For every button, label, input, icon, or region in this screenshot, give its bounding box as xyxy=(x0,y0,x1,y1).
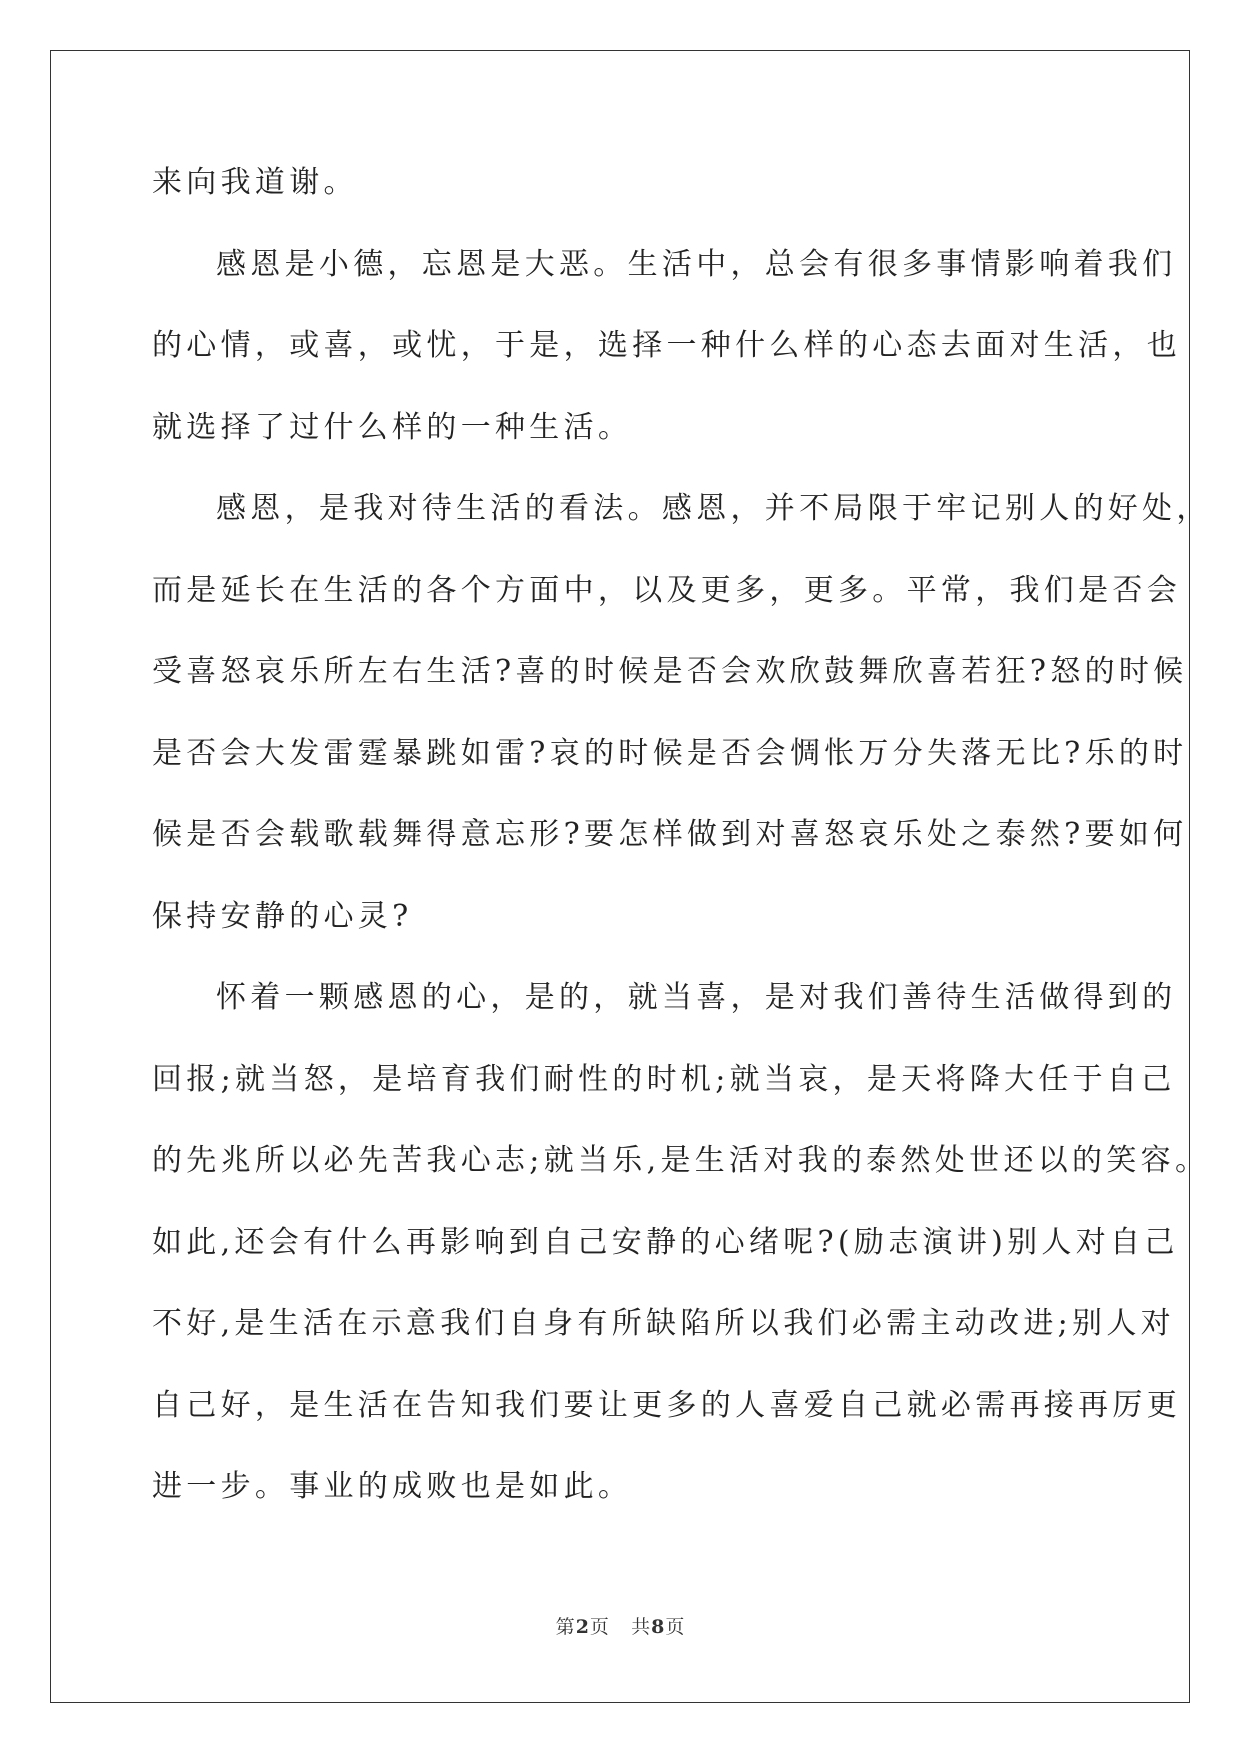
text-line-17: 进一步。事业的成败也是如此。 xyxy=(152,1469,633,1504)
total-pages-number: 8 xyxy=(651,1616,666,1638)
text-line-14: 如此,还会有什么再影响到自己安静的心绪呢?(励志演讲)别人对自己 xyxy=(152,1224,1179,1260)
text-line-4: 就选择了过什么样的一种生活。 xyxy=(152,409,633,445)
text-line-2: 感恩是小德，忘恩是大恶。生活中，总会有很多事情影响着我们 xyxy=(216,246,1177,282)
footer-total-prefix: 共 xyxy=(631,1616,652,1638)
page-footer xyxy=(0,1612,1241,1639)
text-line-10: 保持安静的心灵? xyxy=(152,898,413,934)
current-page-number: 2 xyxy=(575,1616,590,1638)
text-line-1: 来向我道谢。 xyxy=(152,165,358,200)
text-line-12: 回报;就当怒，是培育我们耐性的时机;就当哀，是天将降大任于自己 xyxy=(152,1061,1176,1097)
document-body xyxy=(152,158,1211,1544)
text-line-11: 怀着一颗感恩的心，是的，就当喜，是对我们善待生活做得到的 xyxy=(216,980,1177,1015)
text-line-7: 受喜怒哀乐所左右生活?喜的时候是否会欢欣鼓舞欣喜若狂?怒的时候 xyxy=(152,654,1188,689)
text-line-16: 自己好，是生活在告知我们要让更多的人喜爱自己就必需再接再厉更 xyxy=(152,1387,1181,1423)
footer-page-unit: 页 xyxy=(589,1616,610,1638)
text-line-8: 是否会大发雷霆暴跳如雷?哀的时候是否会惆怅万分失落无比?乐的时 xyxy=(152,735,1188,771)
text-line-15: 不好,是生活在示意我们自身有所缺陷所以我们必需主动改进;别人对 xyxy=(152,1306,1175,1341)
footer-total-unit: 页 xyxy=(665,1616,686,1638)
footer-prefix: 第 xyxy=(555,1616,576,1638)
text-line-6: 而是延长在生活的各个方面中，以及更多，更多。平常，我们是否会 xyxy=(152,572,1181,608)
text-line-9: 候是否会载歌载舞得意忘形?要怎样做到对喜怒哀乐处之泰然?要如何 xyxy=(152,817,1188,852)
text-line-5: 感恩，是我对待生活的看法。感恩，并不局限于牢记别人的好处， xyxy=(216,491,1211,526)
text-line-3: 的心情，或喜，或忧，于是，选择一种什么样的心态去面对生活，也 xyxy=(152,328,1181,363)
text-line-13: 的先兆所以必先苦我心志;就当乐,是生活对我的泰然处世还以的笑容。 xyxy=(152,1143,1210,1178)
